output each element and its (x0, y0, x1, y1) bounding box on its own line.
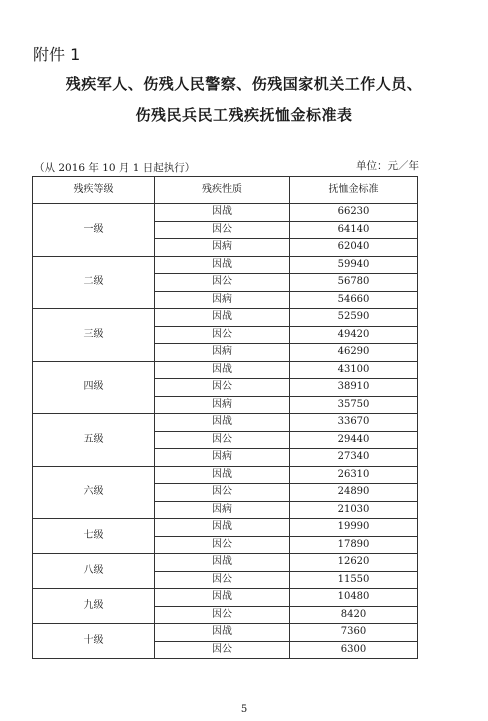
amount-cell: 54660 (290, 291, 418, 309)
nature-cell: 因病 (155, 344, 290, 362)
table-body (33, 204, 418, 659)
nature-cell: 因病 (155, 239, 290, 257)
nature-cell: 因战 (155, 309, 290, 327)
amount-cell: 21030 (290, 501, 418, 519)
amount-cell: 17890 (290, 536, 418, 554)
table-title-line-1: 残疾军人、伤残人民警察、伤残国家机关工作人员、 (65, 75, 423, 93)
nature-cell: 因战 (155, 554, 290, 572)
table-row (33, 361, 418, 379)
grade-cell: 五级 (33, 414, 155, 467)
amount-cell: 38910 (290, 379, 418, 397)
nature-cell: 因公 (155, 274, 290, 292)
nature-cell: 因战 (155, 256, 290, 274)
amount-cell: 46290 (290, 344, 418, 362)
grade-cell: 一级 (33, 204, 155, 257)
amount-cell: 56780 (290, 274, 418, 292)
nature-cell: 因战 (155, 361, 290, 379)
table-row (33, 519, 418, 537)
grade-cell: 八级 (33, 554, 155, 589)
page-number: 5 (240, 704, 248, 715)
table-row (33, 466, 418, 484)
annex-label: 附件 1 (33, 45, 81, 64)
header-pension-amount: 抚恤金标准 (290, 177, 418, 204)
grade-cell: 九级 (33, 589, 155, 624)
amount-cell: 66230 (290, 204, 418, 222)
amount-cell: 62040 (290, 239, 418, 257)
nature-cell: 因公 (155, 484, 290, 502)
nature-cell: 因公 (155, 326, 290, 344)
table-row (33, 414, 418, 432)
nature-cell: 因公 (155, 571, 290, 589)
table-header-row (33, 177, 418, 204)
table-row (33, 554, 418, 572)
nature-cell: 因战 (155, 414, 290, 432)
grade-cell: 十级 (33, 624, 155, 659)
nature-cell: 因病 (155, 501, 290, 519)
nature-cell: 因公 (155, 536, 290, 554)
amount-cell: 10480 (290, 589, 418, 607)
table-row (33, 204, 418, 222)
amount-cell: 19990 (290, 519, 418, 537)
amount-cell: 7360 (290, 624, 418, 642)
unit-note: 单位：元／年 (356, 160, 419, 172)
amount-cell: 27340 (290, 449, 418, 467)
nature-cell: 因公 (155, 379, 290, 397)
nature-cell: 因病 (155, 396, 290, 414)
nature-cell: 因公 (155, 606, 290, 624)
amount-cell: 29440 (290, 431, 418, 449)
amount-cell: 35750 (290, 396, 418, 414)
nature-cell: 因战 (155, 589, 290, 607)
amount-cell: 52590 (290, 309, 418, 327)
amount-cell: 11550 (290, 571, 418, 589)
nature-cell: 因战 (155, 624, 290, 642)
table-row (33, 309, 418, 327)
grade-cell: 四级 (33, 361, 155, 414)
grade-cell: 三级 (33, 309, 155, 362)
nature-cell: 因公 (155, 431, 290, 449)
header-disability-nature: 残疾性质 (155, 177, 290, 204)
nature-cell: 因战 (155, 466, 290, 484)
table-row (33, 589, 418, 607)
grade-cell: 二级 (33, 256, 155, 309)
nature-cell: 因病 (155, 291, 290, 309)
amount-cell: 8420 (290, 606, 418, 624)
grade-cell: 七级 (33, 519, 155, 554)
nature-cell: 因公 (155, 641, 290, 659)
amount-cell: 26310 (290, 466, 418, 484)
amount-cell: 12620 (290, 554, 418, 572)
table-row (33, 256, 418, 274)
effective-date-note: （从 2016 年 10 月 1 日起执行） (34, 162, 196, 174)
table-title-line-2: 伤残民兵民工残疾抚恤金标准表 (135, 106, 353, 124)
pension-standard-table (32, 176, 418, 659)
nature-cell: 因公 (155, 221, 290, 239)
grade-cell: 六级 (33, 466, 155, 519)
amount-cell: 33670 (290, 414, 418, 432)
amount-cell: 6300 (290, 641, 418, 659)
nature-cell: 因病 (155, 449, 290, 467)
amount-cell: 24890 (290, 484, 418, 502)
amount-cell: 59940 (290, 256, 418, 274)
nature-cell: 因战 (155, 519, 290, 537)
header-disability-grade: 残疾等级 (33, 177, 155, 204)
amount-cell: 64140 (290, 221, 418, 239)
table-row (33, 624, 418, 642)
nature-cell: 因战 (155, 204, 290, 222)
amount-cell: 43100 (290, 361, 418, 379)
amount-cell: 49420 (290, 326, 418, 344)
